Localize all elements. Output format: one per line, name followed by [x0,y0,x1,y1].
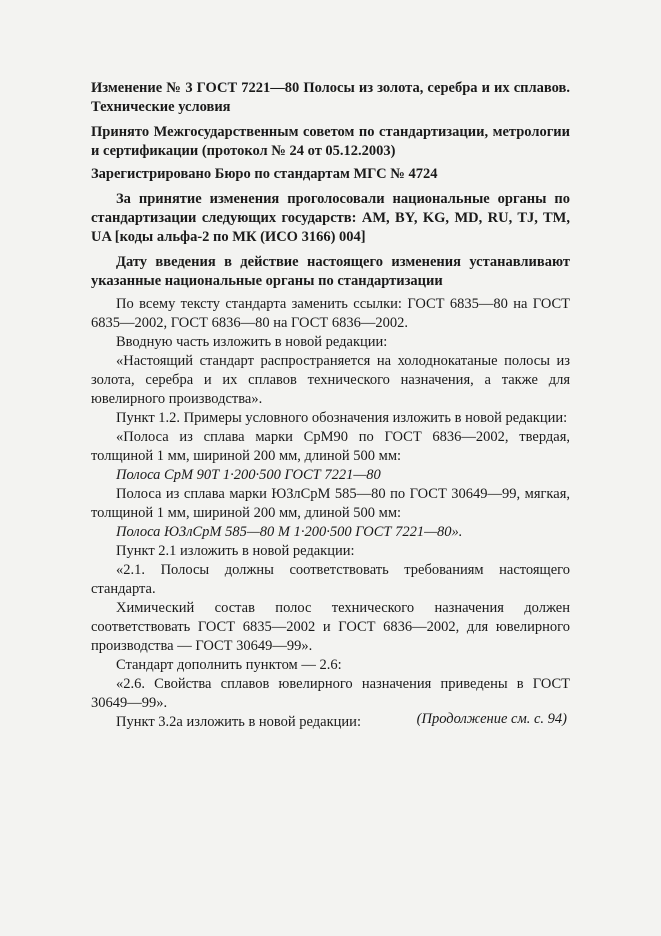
paragraph: Пункт 1.2. Примеры условного обозначения изложить в новой редакции: [116,410,568,426]
paragraph: «2.6. Свойства сплавов ювелирного назначения приведены в ГОСТ 30649—99». [91,676,570,711]
change-title: Изменение № 3 ГОСТ 7221—80 Полосы из золота, серебра и их сплавов. Технические условия [91,80,570,115]
registered-note: Зарегистрировано Бюро по стандартам МГС № 4724 [91,166,438,182]
paragraph: Стандарт дополнить пунктом — 2.6: [116,657,342,673]
paragraph: По всему тексту стандарта заменить ссылки: ГОСТ 6835—80 на ГОСТ 6835—2002, ГОСТ 6836—80 на ГОСТ 6836—2002. [91,296,570,331]
designation-example: Полоса ЮЗлСрМ 585—80 М 1·200·500 ГОСТ 7221—80». [116,524,463,540]
paragraph: Химический состав полос технического назначения должен соответствовать ГОСТ 6835—2002 и ГОСТ 6836—2002, для ювелирного производства — ГОСТ 30649—99». [91,600,570,654]
paragraph: «Полоса из сплава марки СрМ90 по ГОСТ 6836—2002, твердая, толщиной 1 мм, шириной 200 мм, длиной 500 мм: [91,429,570,464]
continuation-note: (Продолжение см. с. 94) [416,711,567,727]
paragraph: Пункт 2.1 изложить в новой редакции: [116,543,355,559]
document-body [91,79,570,732]
paragraph: «Настоящий стандарт распространяется на холоднокатаные полосы из золота, серебра и их сплавов технического назначения, а также для ювелирного производства». [91,353,570,407]
designation-example: Полоса СрМ 90Т 1·200·500 ГОСТ 7221—80 [116,467,381,483]
paragraph: Пункт 3.2а изложить в новой редакции: [116,714,361,730]
adopted-note: Принято Межгосударственным советом по стандартизации, метрологии и сертификации (протокол № 24 от 05.12.2003) [91,124,570,159]
paragraph: Вводную часть изложить в новой редакции: [116,334,388,350]
date-intro-note: Дату введения в действие настоящего изменения устанавливают указанные национальные органы по стандартизации [91,254,570,289]
voted-note: За принятие изменения проголосовали национальные органы по стандартизации следующих государств: AM, BY, KG, MD, RU, TJ, TM, UA [коды альфа-2 по МК (ИСО 3166) 004] [91,191,570,245]
paragraph: Полоса из сплава марки ЮЗлСрМ 585—80 по ГОСТ 30649—99, мягкая, толщиной 1 мм, шириной 200 мм, длиной 500 мм: [91,486,570,521]
paragraph: «2.1. Полосы должны соответствовать требованиям настоящего стандарта. [91,562,570,597]
